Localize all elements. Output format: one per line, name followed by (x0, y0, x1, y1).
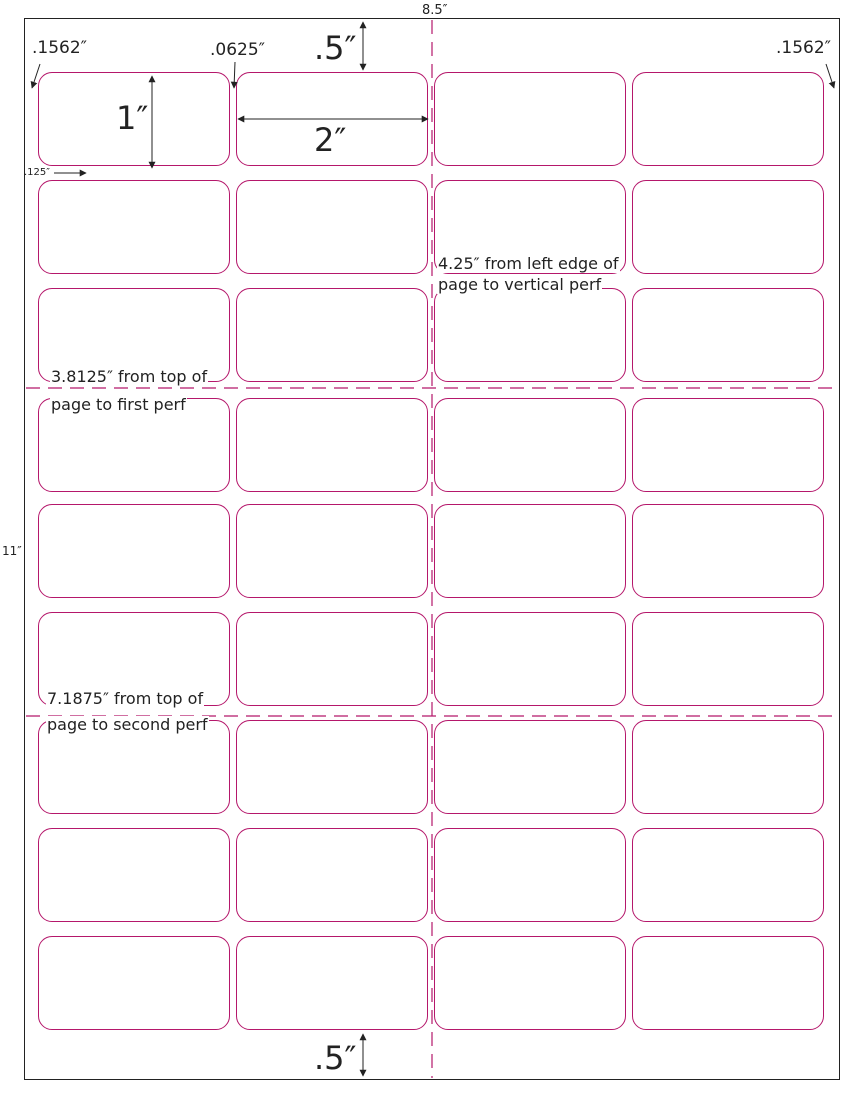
left-margin-pointer (32, 64, 40, 88)
vertical-perf-note-line1: 4.25″ from left edge of (438, 254, 619, 273)
sheet-width-label: 8.5″ (422, 3, 448, 18)
sheet-height-label: 11″ (2, 544, 22, 558)
first-perf-note-line1: 3.8125″ from top of (51, 367, 208, 386)
row-gap-label: .125″ (24, 167, 51, 178)
right-margin-pointer (826, 64, 834, 88)
second-perf-note-line2: page to second perf (47, 715, 208, 734)
bottom-margin-label: .5″ (314, 1039, 357, 1077)
first-perf-note-line2: page to first perf (51, 395, 186, 414)
left-margin-label: .1562″ (32, 38, 88, 58)
right-margin-label: .1562″ (776, 38, 832, 58)
top-margin-label: .5″ (314, 29, 357, 67)
second-perf-note-line1: 7.1875″ from top of (47, 689, 204, 708)
column-gap-label: .0625″ (210, 40, 266, 60)
column-gap-pointer (234, 62, 235, 88)
vertical-perf-note-line2: page to vertical perf (438, 275, 602, 294)
label-width-value: 2″ (314, 121, 347, 159)
label-height-value: 1″ (116, 99, 149, 137)
